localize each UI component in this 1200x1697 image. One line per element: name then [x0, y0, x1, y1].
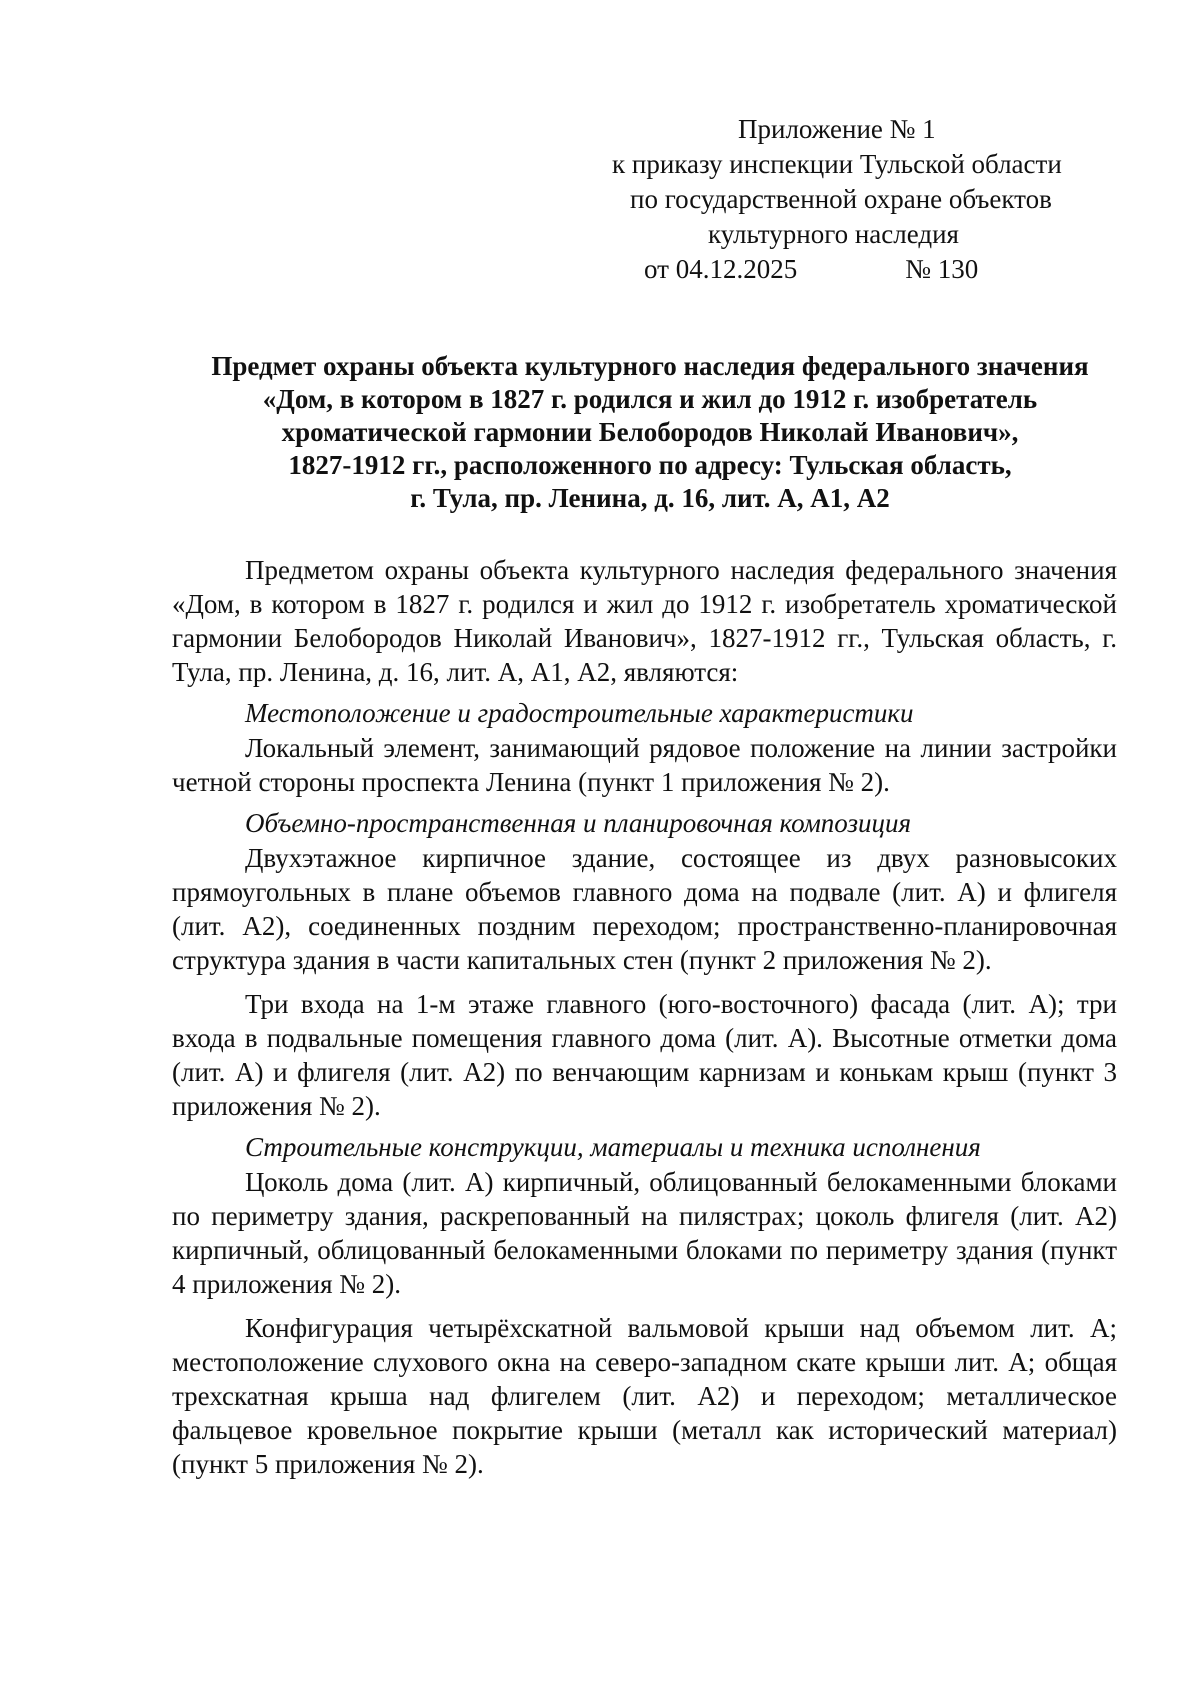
appendix-agency-line: по государственной охране объектов: [630, 184, 1052, 214]
section-constructions-text-2: Конфигурация четырёхскатной вальмовой крыши над объемом лит. А; местоположение слухового окна на северо-западном скате крыши лит. А; общая трехскатная крыша над флигелем (лит. А2) и переходом; металлическое фальцевое кровельное покрытие крыши (металл как исторический материал) (пункт 5 приложения № 2).: [172, 1313, 1117, 1479]
document-title: [170, 350, 1130, 515]
title-line: «Дом, в котором в 1827 г. родился и жил до 1912 г. изобретатель: [262, 384, 1038, 414]
title-line: 1827-1912 гг., расположенного по адресу: Тульская область,: [288, 450, 1012, 480]
section-heading-composition: Объемно-пространственная и планировочная композиция: [245, 808, 912, 838]
appendix-date-line: [560, 252, 1100, 287]
section-heading-location: Местоположение и градостроительные характеристики: [245, 698, 914, 728]
appendix-number: Приложение № 1: [738, 114, 936, 144]
order-number: № 130: [905, 254, 979, 284]
order-date: от 04.12.2025: [644, 254, 798, 284]
intro-paragraph: Предметом охраны объекта культурного наследия федерального значения «Дом, в котором в 1827 г. родился и жил до 1912 г. изобретатель хроматической гармонии Белобородов Николай Иванович», 1827-1912 гг., Тульская область, г. Тула, пр. Ленина, д. 16, лит. А, А1, А2, являются:: [172, 555, 1117, 687]
title-line: хроматической гармонии Белобородов Николай Иванович»,: [281, 417, 1019, 447]
section-constructions-text-1: Цоколь дома (лит. А) кирпичный, облицованный белокаменными блоками по периметру здания, раскрепованный на пилястрах; цоколь флигеля (лит. А2) кирпичный, облицованный белокаменными блоками по периметру здания (пункт 4 приложения № 2).: [172, 1167, 1117, 1299]
section-location-text: Локальный элемент, занимающий рядовое положение на линии застройки четной стороны проспекта Ленина (пункт 1 приложения № 2).: [172, 733, 1117, 797]
section-composition-text-1: Двухэтажное кирпичное здание, состоящее из двух разновысоких прямоугольных в плане объемов главного дома на подвале (лит. А) и флигеля (лит. А2), соединенных поздним переходом; пространственно-планировочная структура здания в части капитальных стен (пункт 2 приложения № 2).: [172, 843, 1117, 975]
title-line: г. Тула, пр. Ленина, д. 16, лит. А, А1, А2: [410, 483, 890, 513]
appendix-agency-line-2: культурного наследия: [708, 219, 959, 249]
document-body: [172, 553, 1117, 1481]
appendix-header: [560, 112, 1100, 287]
title-line: Предмет охраны объекта культурного наследия федерального значения: [211, 351, 1089, 381]
section-heading-constructions: Строительные конструкции, материалы и техника исполнения: [245, 1132, 981, 1162]
section-composition-text-2: Три входа на 1-м этаже главного (юго-восточного) фасада (лит. А); три входа в подвальные помещения главного дома (лит. А). Высотные отметки дома (лит. А) и флигеля (лит. А2) по венчающим карнизам и конькам крыш (пункт 3 приложения № 2).: [172, 989, 1117, 1121]
appendix-order-ref: к приказу инспекции Тульской области: [612, 149, 1062, 179]
